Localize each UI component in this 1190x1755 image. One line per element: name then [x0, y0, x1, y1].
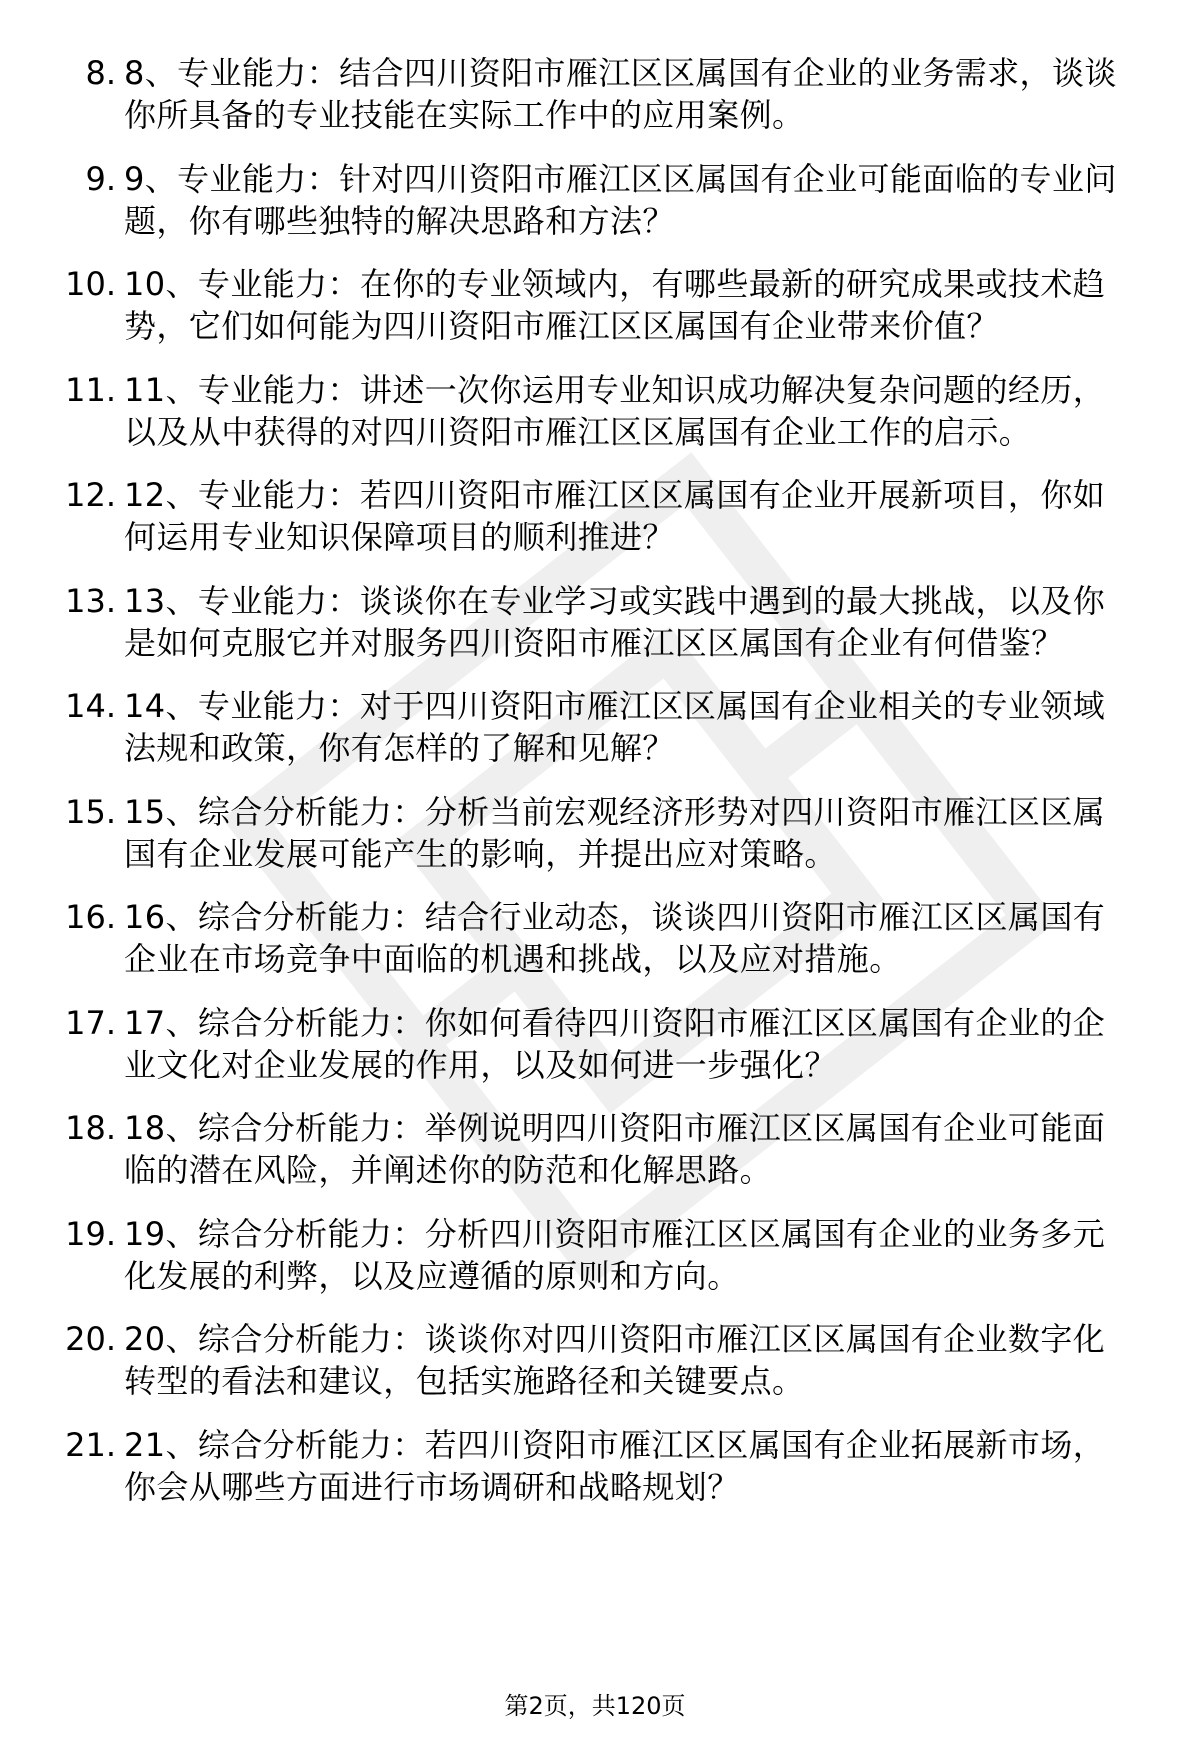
question-text: 8、专业能力：结合四川资阳市雁江区区属国有企业的业务需求，谈谈你所具备的专业技能在实际工作中的应用案例。	[124, 54, 1117, 134]
question-number: 12.	[65, 476, 116, 514]
question-text: 19、综合分析能力：分析四川资阳市雁江区区属国有企业的业务多元化发展的利弊，以及应遵循的原则和方向。	[124, 1214, 1106, 1295]
question-item-8	[60, 52, 1170, 136]
question-text: 17、综合分析能力：你如何看待四川资阳市雁江区区属国有企业的企业文化对企业发展的作用，以及如何进一步强化？	[124, 1003, 1106, 1084]
question-text: 12、专业能力：若四川资阳市雁江区区属国有企业开展新项目，你如何运用专业知识保障项目的顺利推进？	[124, 476, 1106, 556]
question-text: 15、综合分析能力：分析当前宏观经济形势对四川资阳市雁江区区属国有企业发展可能产生的影响，并提出应对策略。	[124, 792, 1106, 873]
question-item-10	[60, 263, 1170, 347]
page-footer: 第2页，共120页	[504, 1692, 686, 1720]
question-text: 11、专业能力：讲述一次你运用专业知识成功解决复杂问题的经历，以及从中获得的对四川资阳市雁江区区属国有企业工作的启示。	[124, 370, 1106, 451]
question-text: 18、综合分析能力：举例说明四川资阳市雁江区区属国有企业可能面临的潜在风险，并阐述你的防范和化解思路。	[124, 1109, 1106, 1189]
question-text: 9、专业能力：针对四川资阳市雁江区区属国有企业可能面临的专业问题，你有哪些独特的解决思路和方法？	[124, 159, 1117, 240]
question-text: 14、专业能力：对于四川资阳市雁江区区属国有企业相关的专业领域法规和政策，你有怎样的了解和见解？	[124, 687, 1106, 767]
question-text: 21、综合分析能力：若四川资阳市雁江区区属国有企业拓展新市场，你会从哪些方面进行市场调研和战略规划？	[124, 1425, 1106, 1506]
question-item-13	[60, 580, 1170, 664]
question-item-11	[60, 369, 1170, 453]
question-text: 16、综合分析能力：结合行业动态，谈谈四川资阳市雁江区区属国有企业在市场竞争中面临的机遇和挑战，以及应对措施。	[124, 898, 1106, 978]
question-item-18	[60, 1107, 1170, 1191]
question-text: 20、综合分析能力：谈谈你对四川资阳市雁江区区属国有企业数字化转型的看法和建议，包括实施路径和关键要点。	[124, 1320, 1106, 1400]
question-item-17	[60, 1002, 1170, 1086]
question-number: 10.	[65, 265, 116, 303]
question-number: 13.	[65, 581, 116, 620]
question-item-12	[60, 474, 1170, 558]
question-number: 15.	[65, 792, 116, 831]
question-number: 18.	[65, 1109, 116, 1147]
question-list	[60, 52, 1170, 1529]
question-number: 16.	[65, 898, 116, 936]
question-number: 9.	[85, 159, 116, 198]
question-item-15	[60, 791, 1170, 875]
question-number: 21.	[65, 1425, 116, 1464]
question-item-9	[60, 158, 1170, 242]
question-item-16	[60, 896, 1170, 980]
question-item-19	[60, 1213, 1170, 1297]
question-text: 10、专业能力：在你的专业领域内，有哪些最新的研究成果或技术趋势，它们如何能为四川资阳市雁江区区属国有企业带来价值？	[124, 265, 1106, 345]
question-number: 8.	[85, 54, 116, 92]
question-number: 20.	[65, 1320, 116, 1358]
question-item-21	[60, 1424, 1170, 1508]
question-item-20	[60, 1318, 1170, 1402]
question-number: 19.	[65, 1214, 116, 1253]
question-number: 11.	[65, 370, 116, 409]
question-item-14	[60, 685, 1170, 769]
question-number: 17.	[65, 1003, 116, 1042]
question-text: 13、专业能力：谈谈你在专业学习或实践中遇到的最大挑战，以及你是如何克服它并对服务四川资阳市雁江区区属国有企业有何借鉴？	[124, 581, 1106, 662]
question-number: 14.	[65, 687, 116, 725]
